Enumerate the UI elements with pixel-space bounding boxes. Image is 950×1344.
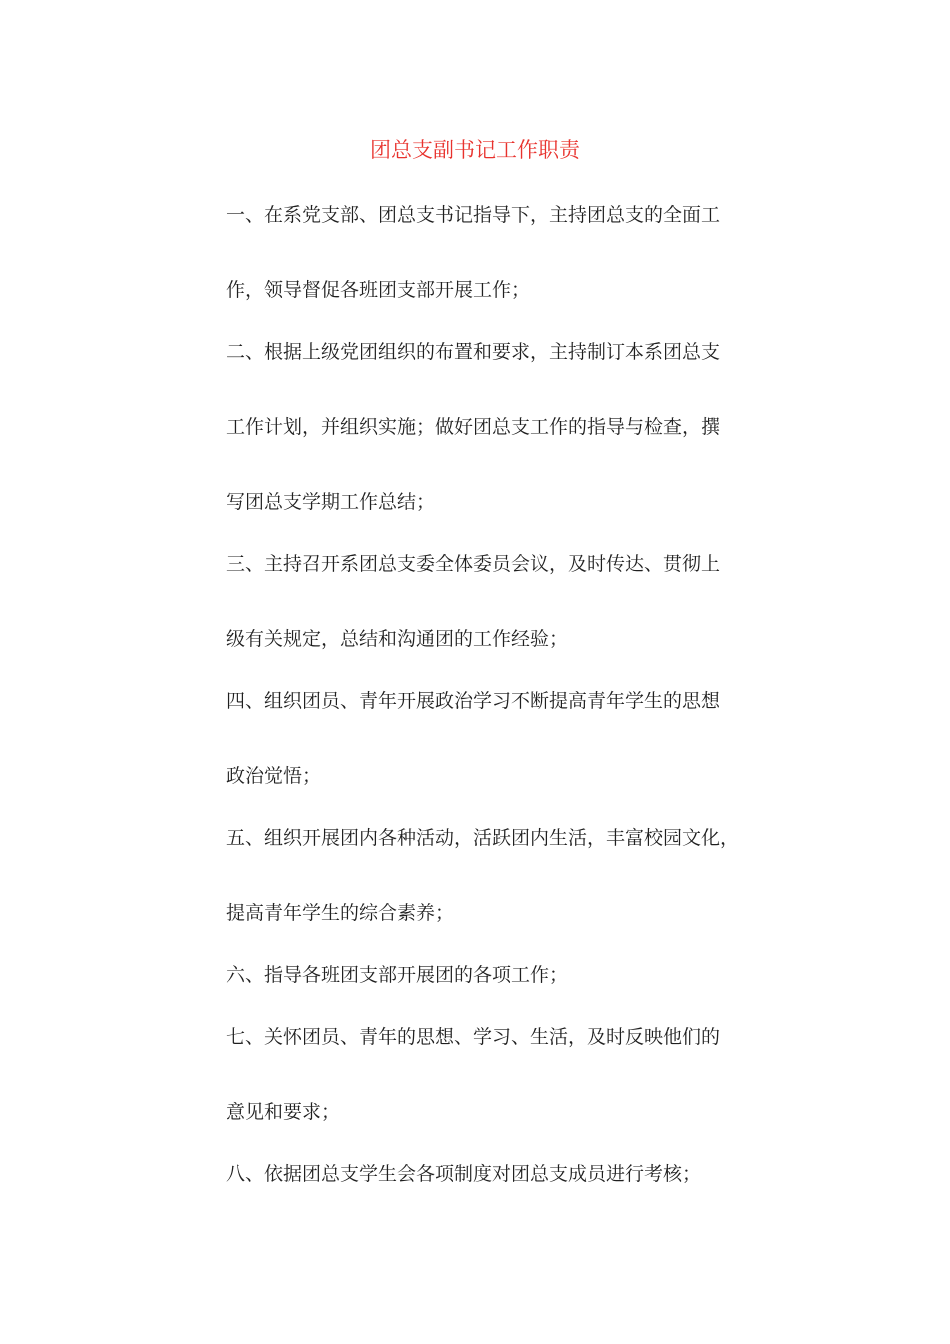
text-line: 六、指导各班团支部开展团的各项工作； <box>226 964 569 986</box>
text-line: 写团总支学期工作总结； <box>226 491 436 513</box>
text-line: 五、组织开展团内各种活动，活跃团内生活，丰富校园文化， <box>226 827 740 849</box>
text-line: 工作计划，并组织实施；做好团总支工作的指导与检查，撰 <box>226 416 721 438</box>
text-line: 级有关规定，总结和沟通团的工作经验； <box>226 628 569 650</box>
text-line: 二、根据上级党团组织的布置和要求，主持制订本系团总支 <box>226 341 721 363</box>
text-line: 四、组织团员、青年开展政治学习不断提高青年学生的思想 <box>226 690 721 712</box>
text-line: 八、依据团总支学生会各项制度对团总支成员进行考核； <box>226 1163 702 1185</box>
text-line: 提高青年学生的综合素养； <box>226 902 455 924</box>
text-line: 意见和要求； <box>226 1101 341 1123</box>
text-line: 一、在系党支部、团总支书记指导下，主持团总支的全面工 <box>226 204 721 226</box>
text-line: 作，领导督促各班团支部开展工作； <box>226 279 531 301</box>
text-line: 三、主持召开系团总支委全体委员会议，及时传达、贯彻上 <box>226 553 721 575</box>
document-title: 团总支副书记工作职责 <box>370 138 580 162</box>
text-line: 七、关怀团员、青年的思想、学习、生活，及时反映他们的 <box>226 1026 721 1048</box>
text-line: 政治觉悟； <box>226 765 322 787</box>
